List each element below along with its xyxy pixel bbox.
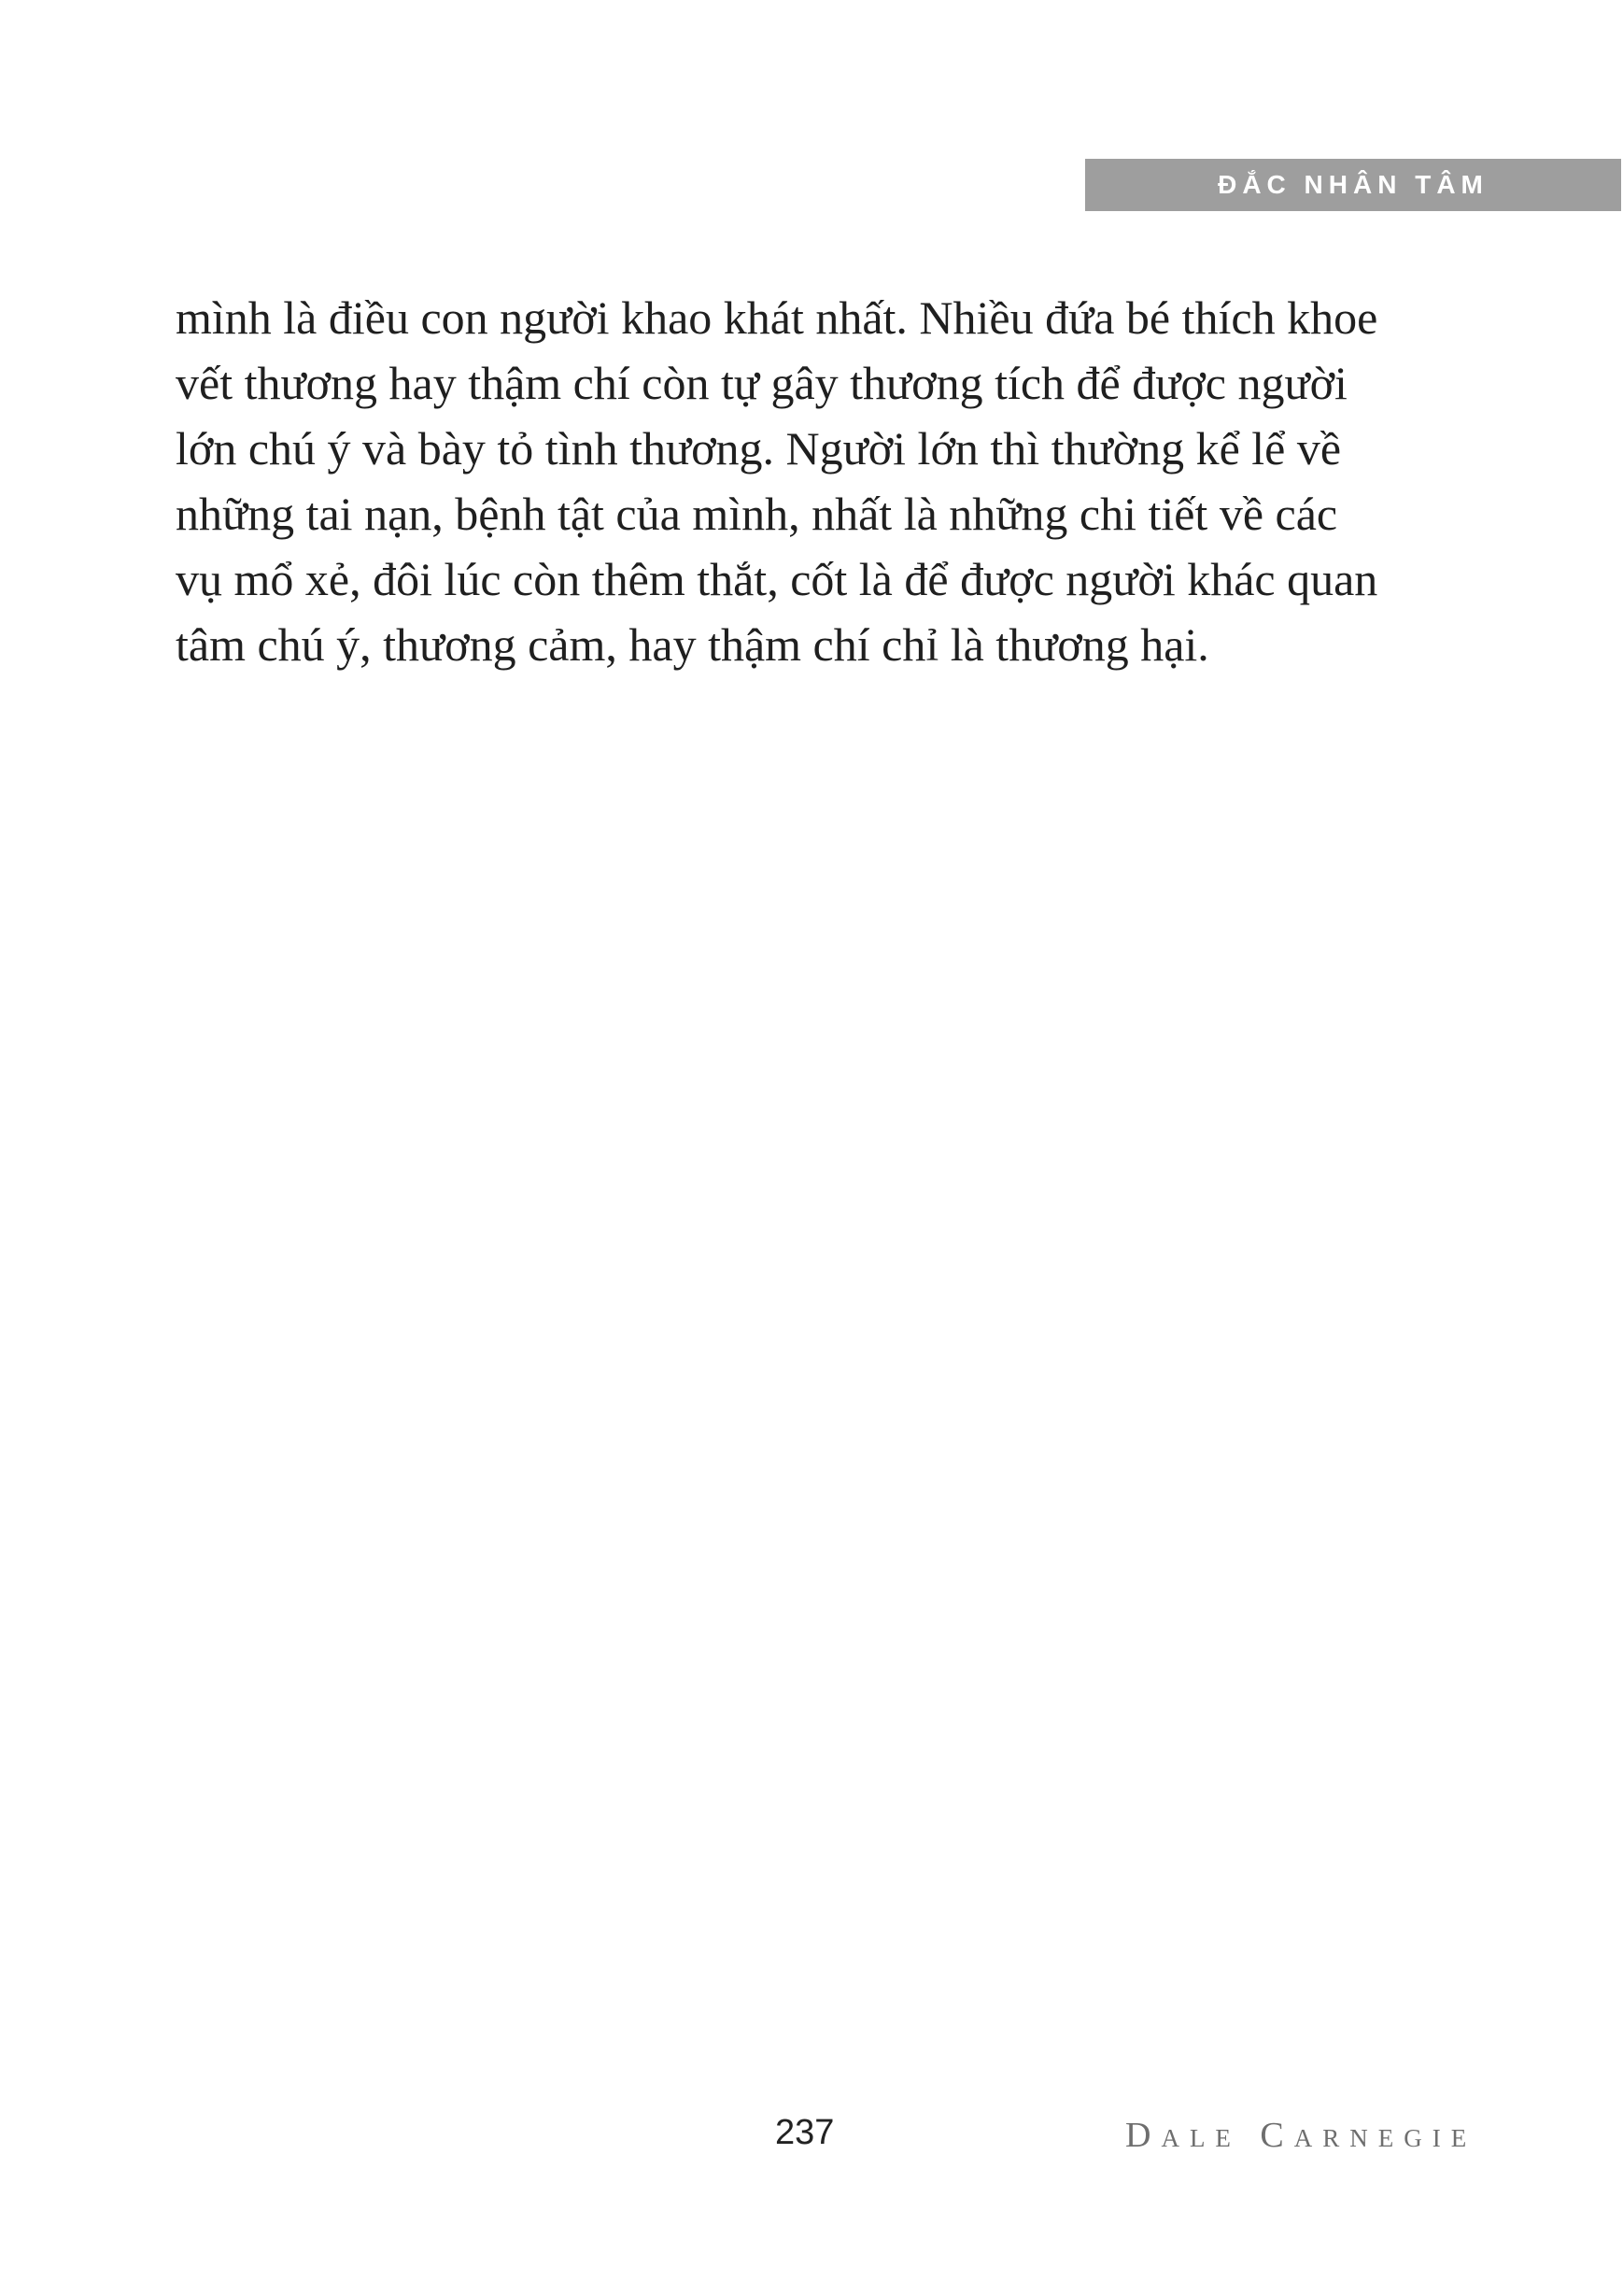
body-paragraph: [176, 285, 1455, 677]
running-header: [1085, 159, 1621, 211]
text-line: lớn chú ý và bày tỏ tình thương. Người lớn thì thường kể lể về: [176, 422, 1342, 475]
text-line: những tai nạn, bệnh tật của mình, nhất là những chi tiết về các: [176, 488, 1338, 540]
text-line: vụ mổ xẻ, đôi lúc còn thêm thắt, cốt là để được người khác quan: [176, 553, 1378, 605]
author-name: Dale Carnegie: [1125, 2116, 1477, 2155]
text-line: mình là điều con người khao khát nhất. Nhiều đứa bé thích khoe: [176, 291, 1378, 344]
book-title: ĐẮC NHÂN TÂM: [1218, 170, 1489, 199]
text-line: tâm chú ý, thương cảm, hay thậm chí chỉ là thương hại.: [176, 618, 1209, 671]
text-line: vết thương hay thậm chí còn tự gây thương tích để được người: [176, 357, 1348, 409]
page-number: 237: [775, 2113, 835, 2152]
